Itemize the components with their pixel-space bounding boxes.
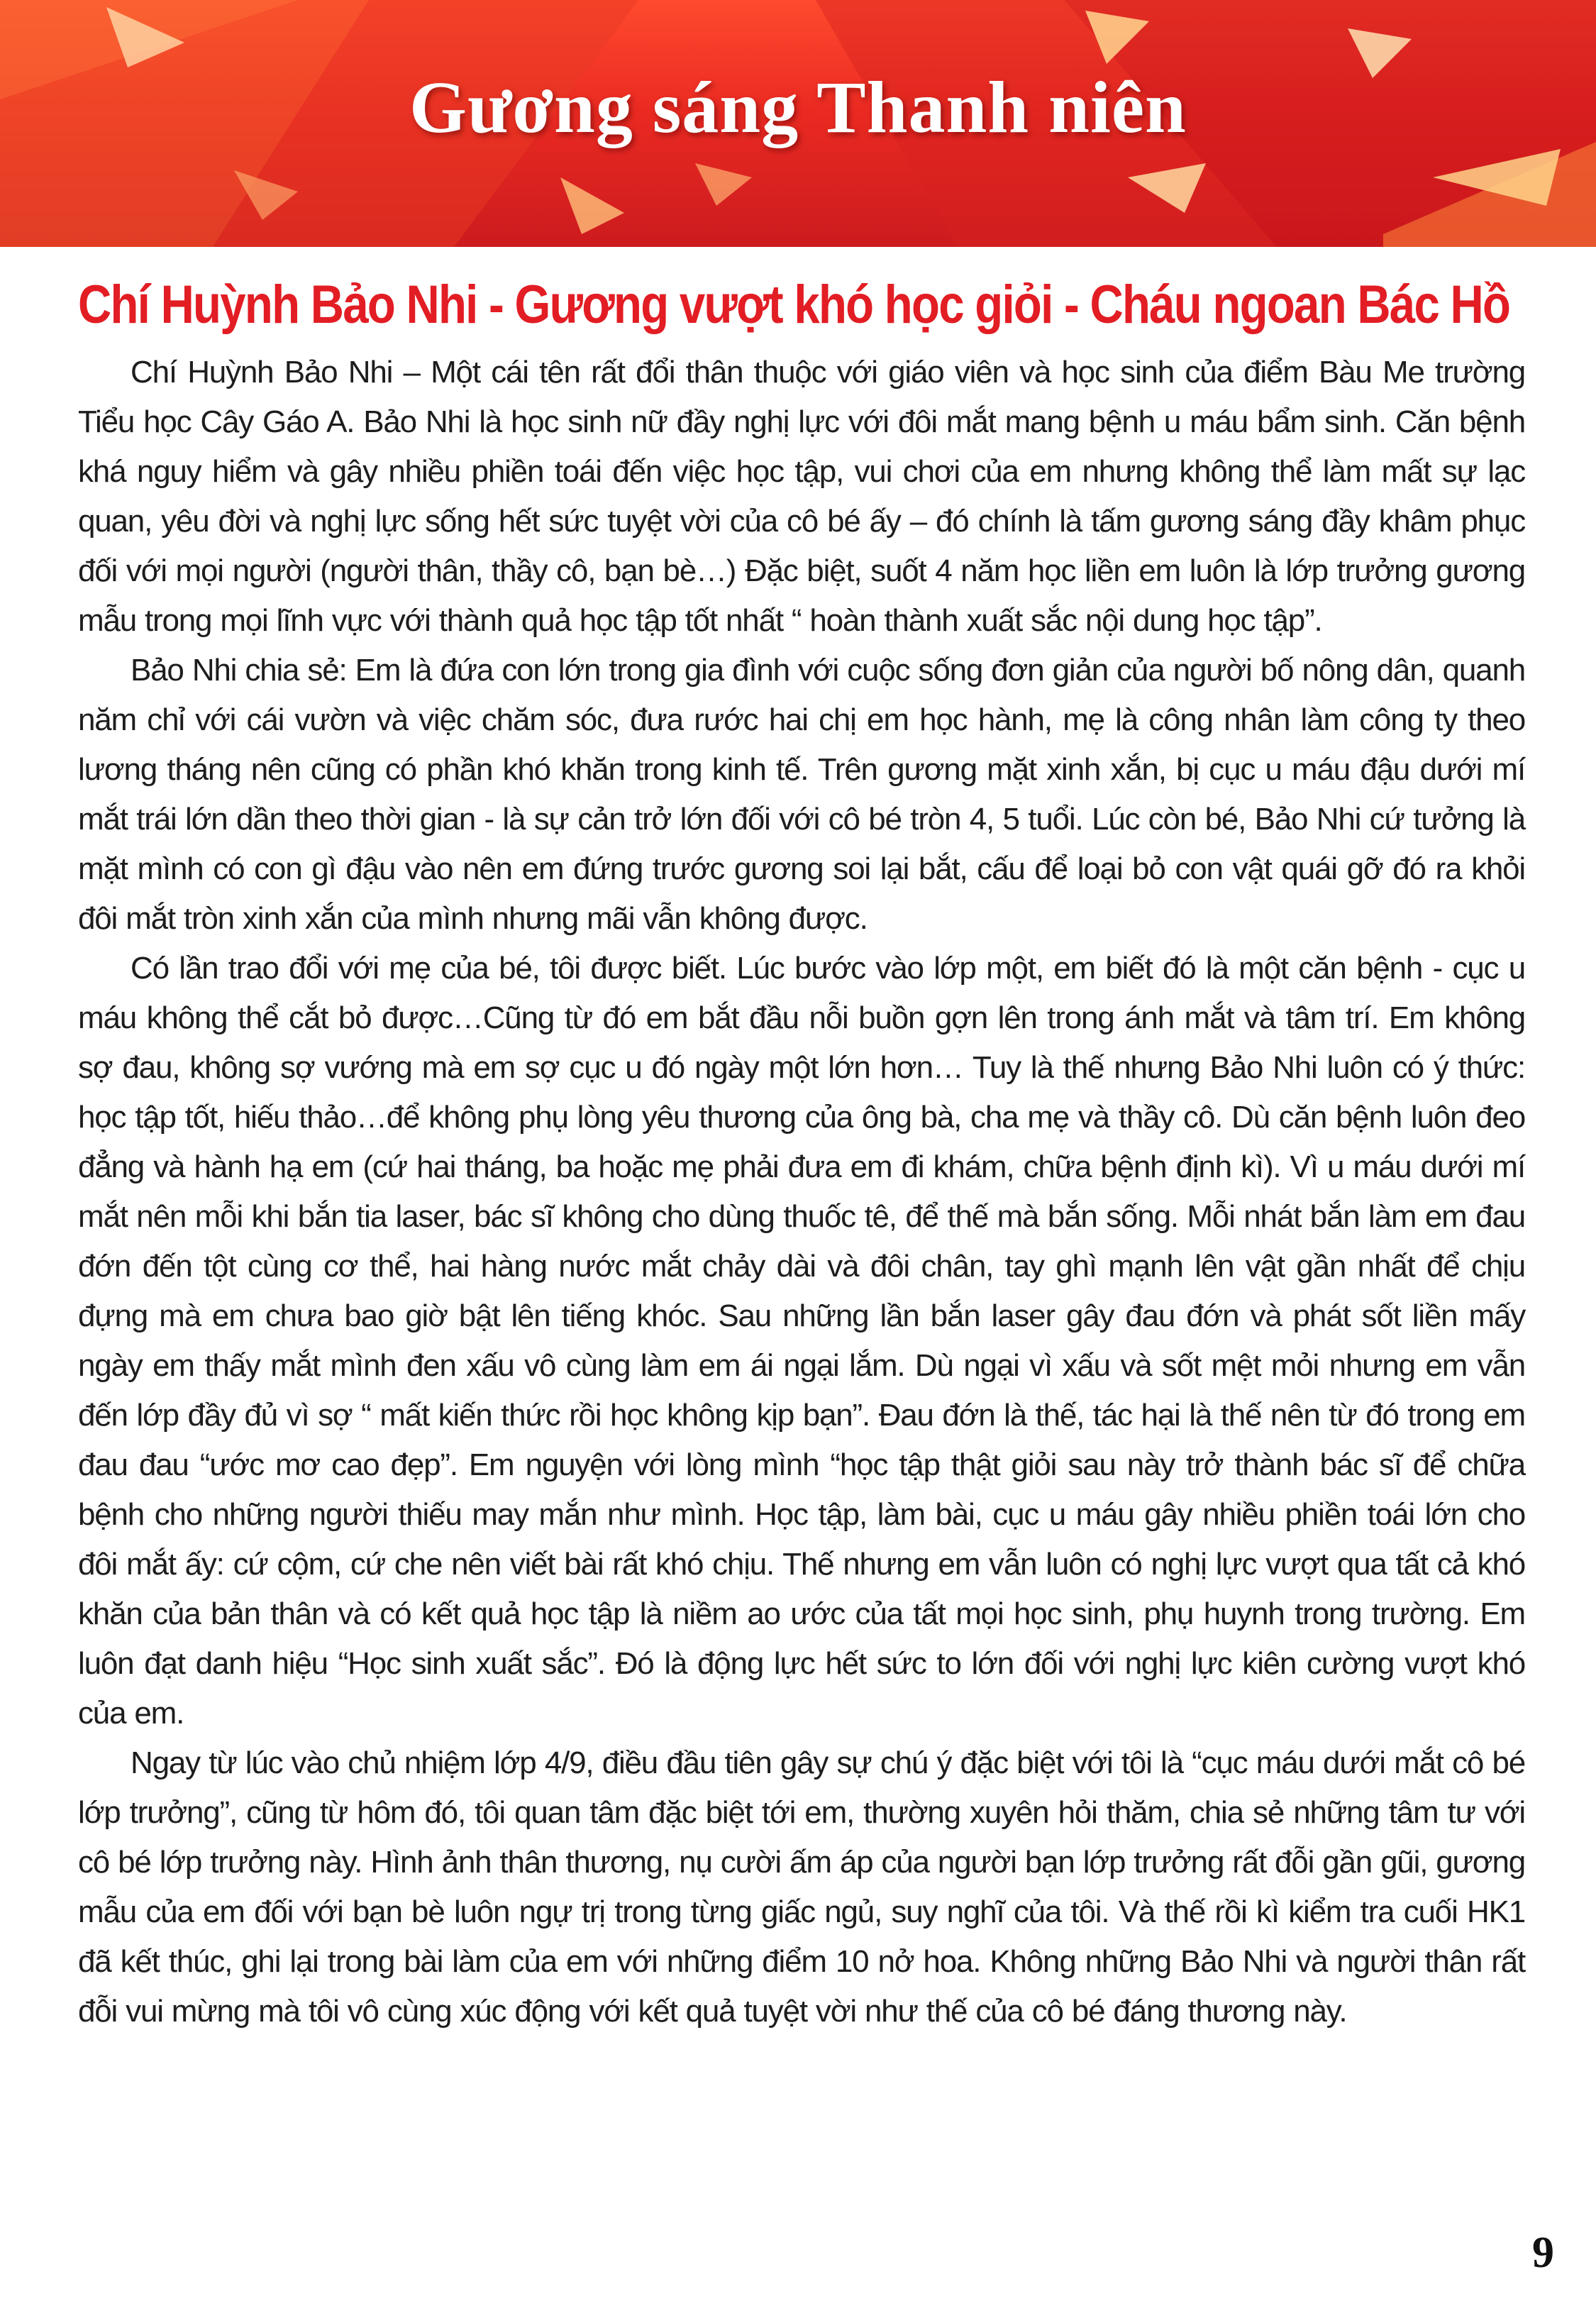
header-banner xyxy=(0,0,1596,247)
article-paragraph: Ngay từ lúc vào chủ nhiệm lớp 4/9, điều đầu tiên gây sự chú ý đặc biệt với tôi là “cục máu dưới mắt cô bé lớp trưởng”, cũng từ hôm đó, tôi quan tâm đặc biệt tới em, thường xuyên hỏi thăm, chia sẻ những tâm tư với cô bé lớp trưởng này. Hình ảnh thân thương, nụ cười ấm áp của người bạn lớp trưởng rất đỗi gần gũi, gương mẫu của em đối với bạn bè luôn ngự trị trong từng giấc ngủ, suy nghĩ của tôi. Và thế rồi kì kiểm tra cuối HK1 đã kết thúc, ghi lại trong bài làm của em với những điểm 10 nở hoa. Không những Bảo Nhi và người thân rất đỗi vui mừng mà tôi vô cùng xúc động với kết quả tuyệt vời như thế của cô bé đáng thương này. xyxy=(78,1745,1525,2029)
section-title: Gương sáng Thanh niên xyxy=(409,67,1187,148)
article-paragraph: Có lần trao đổi với mẹ của bé, tôi được biết. Lúc bước vào lớp một, em biết đó là một căn bệnh - cục u máu không thể cắt bỏ được…Cũng từ đó em bắt đầu nỗi buồn gợn lên trong ánh mắt và tâm trí. Em không sợ đau, không sợ vướng mà em sợ cục u đó ngày một lớn hơn… Tuy là thế nhưng Bảo Nhi luôn có ý thức: học tập tốt, hiếu thảo…để không phụ lòng yêu thương của ông bà, cha mẹ và thầy cô. Dù căn bệnh luôn đeo đẳng và hành hạ em (cứ hai tháng, ba hoặc mẹ phải đưa em đi khám, chữa bệnh định kì). Vì u máu dưới mí mắt nên mỗi khi bắn tia laser, bác sĩ không cho dùng thuốc tê, để thế mà bắn sống. Mỗi nhát bắn làm em đau đớn đến tột cùng cơ thể, hai hàng nước mắt chảy dài và đôi chân, tay ghì mạnh lên vật gần nhất để chịu đựng mà em chưa bao giờ bật lên tiếng khóc. Sau những lần bắn laser gây đau đớn và phát sốt liền mấy ngày em thấy mắt mình đen xấu vô cùng làm em ái ngại lắm. Dù ngại vì xấu và sốt mệt mỏi nhưng em vẫn đến lớp đầy đủ vì sợ “ mất kiến thức rồi học không kịp bạn”. Đau đớn là thế, tác hại là thế nên từ đó trong em đau đau “ước mơ cao đẹp”. Em nguyện với lòng mình “học tập thật giỏi sau này trở thành bác sĩ để chữa bệnh cho những người thiếu may mắn như mình. Học tập, làm bài, cục u máu gây nhiều phiền toái lớn cho đôi mắt ấy: cứ cộm, cứ che nên viết bài rất khó chịu. Thế nhưng em vẫn luôn có nghị lực vượt qua tất cả khó khăn của bản thân và có kết quả học tập là niềm ao ước của tất mọi học sinh, phụ huynh trong trường. Em luôn đạt danh hiệu “Học sinh xuất sắc”. Đó là động lực hết sức to lớn đối với nghị lực kiên cường vượt khó của em. xyxy=(78,951,1525,1731)
article-body xyxy=(78,348,1525,2036)
article-title: Chí Huỳnh Bảo Nhi - Gương vượt khó học giỏi - Cháu ngoan Bác Hồ xyxy=(78,275,1510,335)
article-paragraph: Bảo Nhi chia sẻ: Em là đứa con lớn trong gia đình với cuộc sống đơn giản của người bố nông dân, quanh năm chỉ với cái vườn và việc chăm sóc, đưa rước hai chị em học hành, mẹ là công nhân làm công ty theo lương tháng nên cũng có phần khó khăn trong kinh tế. Trên gương mặt xinh xắn, bị cục u máu đậu dưới mí mắt trái lớn dần theo thời gian - là sự cản trở lớn đối với cô bé tròn 4, 5 tuổi. Lúc còn bé, Bảo Nhi cứ tưởng là mặt mình có con gì đậu vào nên em đứng trước gương soi lại bắt, cấu để loại bỏ con vật quái gỡ đó ra khỏi đôi mắt tròn xinh xắn của mình nhưng mãi vẫn không được. xyxy=(78,653,1525,936)
article-paragraph: Chí Huỳnh Bảo Nhi – Một cái tên rất đổi thân thuộc với giáo viên và học sinh của điểm Bàu Me trường Tiểu học Cây Gáo A. Bảo Nhi là học sinh nữ đầy nghị lực với đôi mắt mang bệnh u máu bẩm sinh. Căn bệnh khá nguy hiểm và gây nhiều phiền toái đến việc học tập, vui chơi của em nhưng không thể làm mất sự lạc quan, yêu đời và nghị lực sống hết sức tuyệt vời của cô bé ấy – đó chính là tấm gương sáng đầy khâm phục đối với mọi người (người thân, thầy cô, bạn bè…) Đặc biệt, suốt 4 năm học liền em luôn là lớp trưởng gương mẫu trong mọi lĩnh vực với thành quả học tập tốt nhất “ hoàn thành xuất sắc nội dung học tập”. xyxy=(78,355,1525,638)
page-number: 9 xyxy=(1532,2229,1554,2277)
